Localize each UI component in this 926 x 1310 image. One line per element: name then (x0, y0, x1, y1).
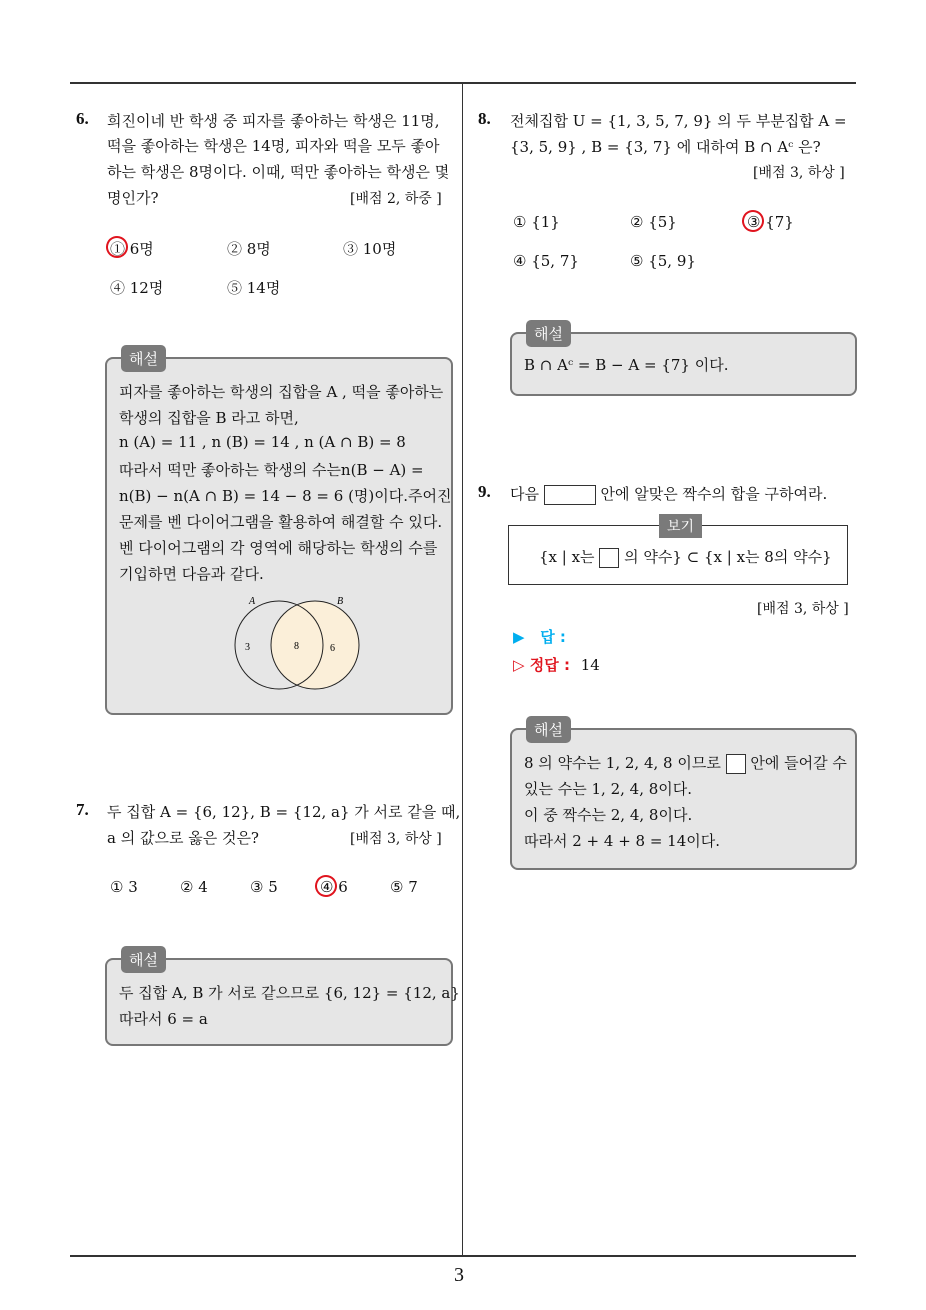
explanation-line (524, 752, 847, 774)
blank-box (544, 485, 596, 505)
question-7-text-line: 두 집합 A = {6, 12}, B = {12, a} 가 서로 같을 때, (107, 803, 461, 821)
correct-answer-value: 14 (580, 656, 600, 674)
q7-choice-2[interactable]: ② 4 (180, 878, 208, 896)
question-6-text-line: 명인가? (107, 189, 159, 207)
question-6-number: 6. (76, 109, 89, 128)
question-7-number: 7. (76, 800, 89, 819)
q8-choice-4[interactable]: ④ {5, 7} (513, 252, 579, 270)
column-divider (462, 82, 463, 1257)
question-6-points: [배점 2, 하중 ] (350, 191, 442, 207)
bogi-tag: 보기 (659, 514, 702, 538)
q9-explanation-box (510, 721, 857, 870)
question-7-points: [배점 3, 하상 ] (350, 831, 442, 847)
explanation-line-post: 안에 들어갈 수 (750, 754, 847, 772)
blank-box (599, 548, 619, 568)
explanation-line: 이 중 짝수는 2, 4, 8이다. (524, 806, 693, 824)
venn-circle-b (271, 601, 359, 689)
blank-box (726, 754, 746, 774)
explanation-line: 기입하면 다음과 같다. (119, 565, 264, 583)
q7-choice-4[interactable]: ④ 6 (320, 878, 348, 896)
explanation-line: n (A) = 11 , n (B) = 14 , n (A ∩ B) = 8 (119, 433, 406, 451)
explanation-line: n(B) − n(A ∩ B) = 14 − 8 = 6 (명)이다.주어진 (119, 487, 452, 505)
explanation-tag: 해설 (526, 716, 571, 743)
explanation-line: 벤 다이어그램의 각 영역에 해당하는 학생의 수를 (119, 539, 438, 557)
q8-explanation-box (510, 325, 857, 396)
explanation-line: 문제를 벤 다이어그램을 활용하여 해결할 수 있다. (119, 513, 443, 531)
page-number: 3 (454, 1264, 464, 1286)
bogi-left: {x | x는 (539, 548, 595, 566)
bogi-right: 의 약수} ⊂ {x | x는 8의 약수} (624, 548, 832, 566)
q6-choice-3[interactable]: ③ 10명 (343, 240, 397, 258)
q6-explanation-box (105, 350, 453, 715)
q7-choice-1[interactable]: ① 3 (110, 878, 138, 896)
venn-diagram (202, 595, 362, 695)
question-6-text-line: 떡을 좋아하는 학생은 14명, 피자와 떡을 모두 좋아 (107, 137, 440, 155)
explanation-line: 학생의 집합을 B 라고 하면, (119, 409, 299, 427)
q8-choice-3[interactable]: ③ {7} (747, 213, 794, 231)
explanation-line: 피자를 좋아하는 학생의 집합을 A , 떡을 좋아하는 (119, 383, 444, 401)
q6-choice-4[interactable]: ④ 12명 (110, 279, 164, 297)
bogi-box (508, 519, 848, 585)
correct-answer-row (513, 654, 600, 675)
question-9-prefix: 다음 (510, 485, 539, 503)
question-8-number: 8. (478, 109, 491, 128)
question-9-text (510, 483, 827, 505)
question-8-text-line: 전체집합 U = {1, 3, 5, 7, 9} 의 두 부분집합 A = (510, 112, 847, 130)
q6-choice-1[interactable]: ① 6명 (110, 240, 154, 258)
q7-choice-3[interactable]: ③ 5 (250, 878, 278, 896)
explanation-tag: 해설 (121, 345, 166, 372)
q6-choice-2[interactable]: ② 8명 (227, 240, 271, 258)
explanation-line: 따라서 떡만 좋아하는 학생의 수는n(B − A) = (119, 461, 424, 479)
question-9-number: 9. (478, 482, 491, 501)
question-9-points: [배점 3, 하상 ] (757, 601, 849, 617)
question-8-text-line: {3, 5, 9} , B = {3, 7} 에 대하여 B ∩ Aᶜ 은? (510, 138, 821, 156)
top-rule (70, 82, 856, 84)
answer-input-label[interactable]: ▶ 답 : (513, 628, 566, 646)
q6-choice-5[interactable]: ⑤ 14명 (227, 279, 281, 297)
question-6-text-line: 하는 학생은 8명이다. 이때, 떡만 좋아하는 학생은 몇 (107, 163, 450, 181)
explanation-line: B ∩ Aᶜ = B − A = {7} 이다. (524, 356, 729, 374)
question-6-text-line: 희진이네 반 학생 중 피자를 좋아하는 학생은 11명, (107, 112, 440, 130)
venn-label-a: A (249, 596, 256, 607)
q7-explanation-box (105, 951, 460, 1046)
q8-choice-5[interactable]: ⑤ {5, 9} (630, 252, 696, 270)
explanation-line: 있는 수는 1, 2, 4, 8이다. (524, 780, 693, 798)
venn-only-a: 3 (245, 642, 250, 653)
q7-choice-5[interactable]: ⑤ 7 (390, 878, 418, 896)
explanation-tag: 해설 (526, 320, 571, 347)
venn-both: 8 (294, 641, 299, 652)
q8-choice-1[interactable]: ① {1} (513, 213, 560, 231)
question-9-suffix: 안에 알맞은 짝수의 합을 구하여라. (600, 485, 828, 503)
explanation-line: 따라서 2 + 4 + 8 = 14이다. (524, 832, 721, 850)
bogi-expression (539, 546, 832, 568)
venn-only-b: 6 (330, 643, 335, 654)
explanation-line-pre: 8 의 약수는 1, 2, 4, 8 이므로 (524, 754, 721, 772)
question-7-text-line: a 의 값으로 옳은 것은? (107, 829, 259, 847)
question-8-points: [배점 3, 하상 ] (753, 165, 845, 181)
q8-choice-2[interactable]: ② {5} (630, 213, 677, 231)
explanation-line: 따라서 6 = a (119, 1010, 208, 1028)
explanation-tag: 해설 (121, 946, 166, 973)
explanation-line: 두 집합 A, B 가 서로 같으므로 {6, 12} = {12, a} (119, 984, 460, 1002)
venn-label-b: B (337, 596, 344, 607)
correct-answer-label: ▷ 정답 : (513, 656, 570, 674)
bottom-rule (70, 1255, 856, 1257)
